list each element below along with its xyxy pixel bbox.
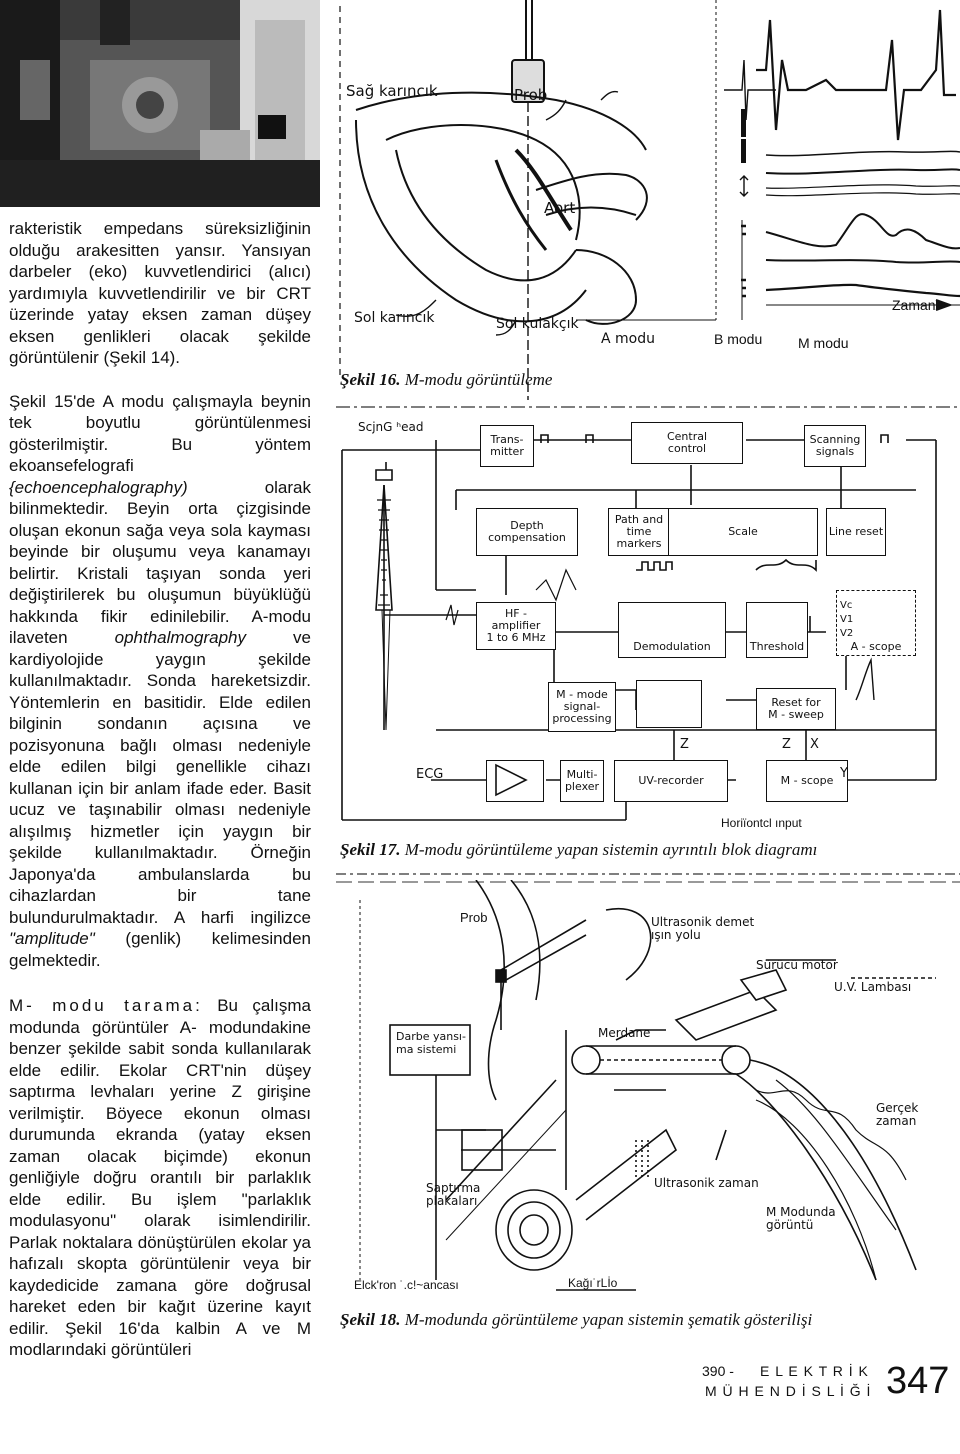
label-ultrasonik-zaman: Ultrasonik zaman xyxy=(654,1176,759,1190)
label-merdane: Merdane xyxy=(598,1026,651,1040)
block-m-scope: M - scope xyxy=(766,760,848,802)
block-multiplexer: Multi- plexer xyxy=(560,760,604,802)
paragraph-1: rakteristik empedans süreksizliğinin olduğu arakesitten yansır. Yansıyan darbeler (eko) kuvvetlendirici (alıcı) yardımıyla kuvvetlendirilir ve bir CRT üzerinde yatay eksen zaman düşey eksen genlikleri olacak şekilde görüntülenir (Şekil 14). xyxy=(9,219,311,367)
label-vc: Vc xyxy=(840,600,853,611)
horizontal-input-label: Horiїontcl ınput xyxy=(721,816,802,830)
figure-17-title: M-modu görüntüleme yapan sistemin ayrıntılı blok diagramı xyxy=(400,840,818,859)
block-m-mode-signal: M - mode signal- processing xyxy=(548,682,616,732)
label-z2: Z xyxy=(782,737,791,752)
figure-16-number: Şekil 16. xyxy=(340,370,401,389)
label-sol-kulakcik: Sol kulakçık xyxy=(496,316,579,332)
figure-17-number: Şekil 17. xyxy=(340,840,401,859)
label-kagit-rulo: Kağı˙rLİo xyxy=(568,1276,618,1290)
label-uv-lambasi: U.V. Lambası xyxy=(834,980,912,994)
ecg-label: ECG xyxy=(416,767,444,782)
paragraph-2-part: olarak bilinmektedir. Beyin orta çizgisinde oluşan ekonun sağa veya sola kayması beyinde bir oluşumu veya kanamayı belirtir. Kristali taşıyan sonda yeri değiştirilerek bu oluşumun büyüklüğü hakkında fikir edinilebilir. A-modu ilaveten xyxy=(9,477,311,647)
figure-18-title: M-modunda görüntüleme yapan sistemin şematik gösterilişi xyxy=(400,1310,813,1329)
label-b-modu: B modu xyxy=(714,331,763,347)
m-mode-heading: M- modu tarama: xyxy=(9,996,203,1015)
label-sag-karincik: Sağ karıncık xyxy=(346,82,438,100)
block-scale: Scale xyxy=(668,508,818,556)
paragraph-2-part: ve kardiyolojide yaygın şekilde kullanılmaktadır. Sonda hareketsizdir. Yöntemlerin en basitidir. Elde edilen bilginin sondanın açısına ve pozisyonuna bağlı olması nedeniyle elde edilen bilgi genellikle cihazı kullanan için bir anlam ifade eder. Basit ucuz ve taşınabilir olması nedeniyle alışılmış hizmetler için yaygın bir şekilde kullanılmaktadır. Örneğin Japonya'da ambulanslarda bu cihazlardan bir tane bulundurulmaktadır. A harfi ingilizce xyxy=(9,628,311,927)
journal-title-line2: M Ü H E N D İ S L İ Ğ İ xyxy=(705,1383,872,1399)
block-hf-amplifier: HF - amplifier 1 to 6 MHz xyxy=(476,602,556,650)
block-uv-recorder: UV-recorder xyxy=(614,760,728,802)
paragraph-3 xyxy=(9,995,311,1361)
label-x: X xyxy=(810,737,819,752)
journal-title-line1: E L E K T R İ K xyxy=(760,1363,869,1379)
label-gercek-zaman: Gerçek zaman xyxy=(876,1101,919,1128)
label-ultrasonik-demet: Ultrasonik demet ışın yolu xyxy=(651,915,755,942)
paragraph-2-part: (genlik) kelimesinden gelmektedir. xyxy=(9,929,311,970)
label-v2: V2 xyxy=(840,628,854,639)
figure-16 xyxy=(336,0,960,400)
label-m-modunda: M Modunda görüntü xyxy=(766,1205,836,1232)
figure-18-number: Şekil 18. xyxy=(340,1310,401,1329)
paragraph-2-part: Şekil 15'de A modu çalışmayla beynin tek boyutlu görüntülenmesi gösterilmiştir. Bu yöntem ekoansefelografi xyxy=(9,391,311,475)
block-path-time-markers: Path and time markers xyxy=(608,508,670,556)
photo-content xyxy=(0,0,320,207)
paragraph-2 xyxy=(9,391,311,972)
label-z1: Z xyxy=(680,737,689,752)
amplitude-term: "amplitude" xyxy=(9,929,95,948)
block-central-control: Central control xyxy=(631,422,743,464)
label-prob: Prob xyxy=(460,910,488,925)
scan-head-label: ScjnG ʰead xyxy=(358,420,424,434)
ophthalmography-term: ophthalmography xyxy=(114,628,246,647)
label-darbe-yansima: Darbe yansı- ma sistemi xyxy=(396,1030,466,1056)
figure-17 xyxy=(336,410,960,870)
label-y: Y xyxy=(840,766,848,781)
page-number: 347 xyxy=(886,1360,950,1402)
label-v1: V1 xyxy=(840,614,854,625)
block-transmitter: Trans- mitter xyxy=(480,425,534,467)
body-text-column xyxy=(9,218,311,1361)
block-depth-compensation: Depth compensation xyxy=(476,508,578,556)
figure-16-caption xyxy=(340,370,552,390)
equipment-photo xyxy=(0,0,320,207)
figure-17-caption xyxy=(340,840,817,860)
block-line-reset: Line reset xyxy=(826,508,886,556)
label-surucu-motor: Sürücü motor xyxy=(756,958,838,972)
block-demodulation: Demodulation xyxy=(618,602,726,658)
issue-number: 390 - xyxy=(702,1363,734,1379)
block-scanning-signals: Scanning signals xyxy=(804,425,866,467)
block-a-scope: A - scope xyxy=(836,590,916,656)
label-saptirma: Saptırma plakaları xyxy=(426,1181,481,1208)
paragraph-3-part: Bu çalışma modunda görüntüler A- modundakine benzer şekilde sabit sonda kullanılarak elde edilir. Ekolar CRT'nin düşey saptırma levhaları yerine Z girişine verilmiştir. Böyece ekonun olması durumunda ekranda (yatay eksen zaman olacak biçimde) ekonun genliğiyle doğru orantılı bir parlaklık elde edilir. Bu işlem "parlaklık modulasyonu" olarak isimlendirilir. Parlak noktalara dönüştürülen ekolar ya hafızalı skopta görüntülenir veya bir kaydedicide zamana göre doğrusal hareket eden bir kağıt üzerine kayıt edilir. Şekil 16'da kalbin A ve M modlarındaki görüntüleri xyxy=(9,996,311,1359)
block-reset-m-sweep: Reset for M - sweep xyxy=(756,688,836,730)
label-elektron-tabancasi: Elck'ron ˙.c!~ancası xyxy=(354,1278,459,1292)
block-m-mode-amplifier xyxy=(636,680,702,728)
label-zaman: Zaman xyxy=(892,297,936,313)
label-a-modu: A modu xyxy=(601,331,655,347)
block-threshold: Threshold xyxy=(746,602,808,658)
figure-16-title: M-modu görüntüleme xyxy=(400,370,553,389)
figure-18-caption xyxy=(340,1310,812,1330)
label-m-modu: M modu xyxy=(798,335,849,351)
label-aort: Aort xyxy=(544,199,576,217)
figure-18 xyxy=(336,880,960,1340)
label-sol-karincik: Sol karıncık xyxy=(354,310,435,326)
block-ecg-amplifier xyxy=(486,760,544,802)
schematic-drawing xyxy=(336,880,960,1300)
label-prob: Prob xyxy=(514,86,548,104)
echoencephalography-term: {echoencephalography) xyxy=(9,477,188,497)
